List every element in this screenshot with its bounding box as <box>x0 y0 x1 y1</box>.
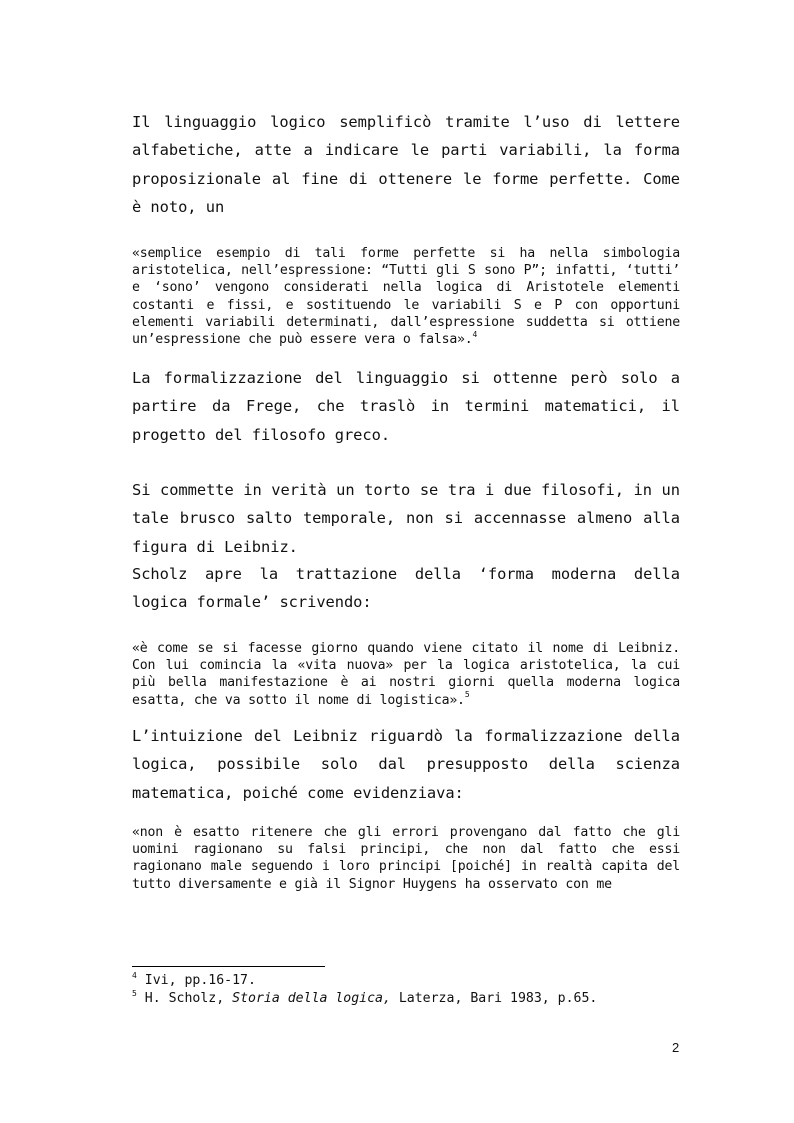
block-quote-2: «è come se si facesse giorno quando viene citato il nome di Leibniz. Con lui comincia la «vita nuova» per la logica aristotelica, la cui più bella manifestazione è ai nostri giorni quella moderna logica esatta, che va sotto il nome di logistica».$^5$ <box>132 641 680 708</box>
footnote-5-title: Storia della logica, <box>232 991 391 1006</box>
footnote-5-publisher: Laterza, Bari 1983, p.65. <box>390 991 598 1006</box>
paragraph-5: L’intuizione del Leibniz riguardò la formalizzazione della logica, possibile solo dal presupposto della scienza matematica, poiché come evidenziava: <box>132 727 680 802</box>
block-quote-1: «semplice esempio di tali forme perfette si ha nella simbologia aristotelica, nell’espressione: “Tutti gli S sono P”; infatti, ‘tutti’ e ‘sono’ vengono considerati nella logica di Aristotele elementi costanti e fissi, e sostituendo le variabili S e P con opportuni elementi variabili determinati, dall’espressione suddetta si ottiene un’espressione che può essere vera o falsa».$^4$ <box>132 246 680 348</box>
paragraph-4: Scholz apre la trattazione della ‘forma moderna della logica formale’ scrivendo: <box>132 565 680 612</box>
footnote-5-author: H. Scholz, <box>144 991 233 1006</box>
paragraph-3: Si commette in verità un torto se tra i due filosofi, in un tale brusco salto temporale, non si accennasse almeno alla figura di Leibniz. <box>132 481 680 556</box>
footnote-5 <box>132 990 597 1007</box>
paragraph-1: Il linguaggio logico semplificò tramite l’uso di lettere alfabetiche, atte a indicare le parti variabili, la forma proposizionale al fine di ottenere le forme perfette. Come è noto, un <box>132 113 680 217</box>
paragraph-2: La formalizzazione del linguaggio si ottenne però solo a partire da Frege, che traslò in termini matematici, il progetto del filosofo greco. <box>132 369 680 444</box>
footnote-5-number: 5 <box>132 988 137 998</box>
footnote-4-text: Ivi, pp.16-17. <box>144 973 256 988</box>
page-number: 2 <box>672 1040 680 1055</box>
footnote-ref-4[interactable]: 4 <box>472 329 478 339</box>
footnote-4 <box>132 972 256 989</box>
footnote-4-number: 4 <box>132 970 137 980</box>
block-quote-3: «non è esatto ritenere che gli errori provengano dal fatto che gli uomini ragionano su falsi principi, che non dal fatto che essi ragionano male seguendo i loro principi [poiché] in realtà capita del tutto diversamente e già il Signor Huygens ha osservato con me <box>132 825 680 892</box>
footnote-separator <box>132 966 325 967</box>
footnote-ref-5[interactable]: 5 <box>464 690 470 700</box>
